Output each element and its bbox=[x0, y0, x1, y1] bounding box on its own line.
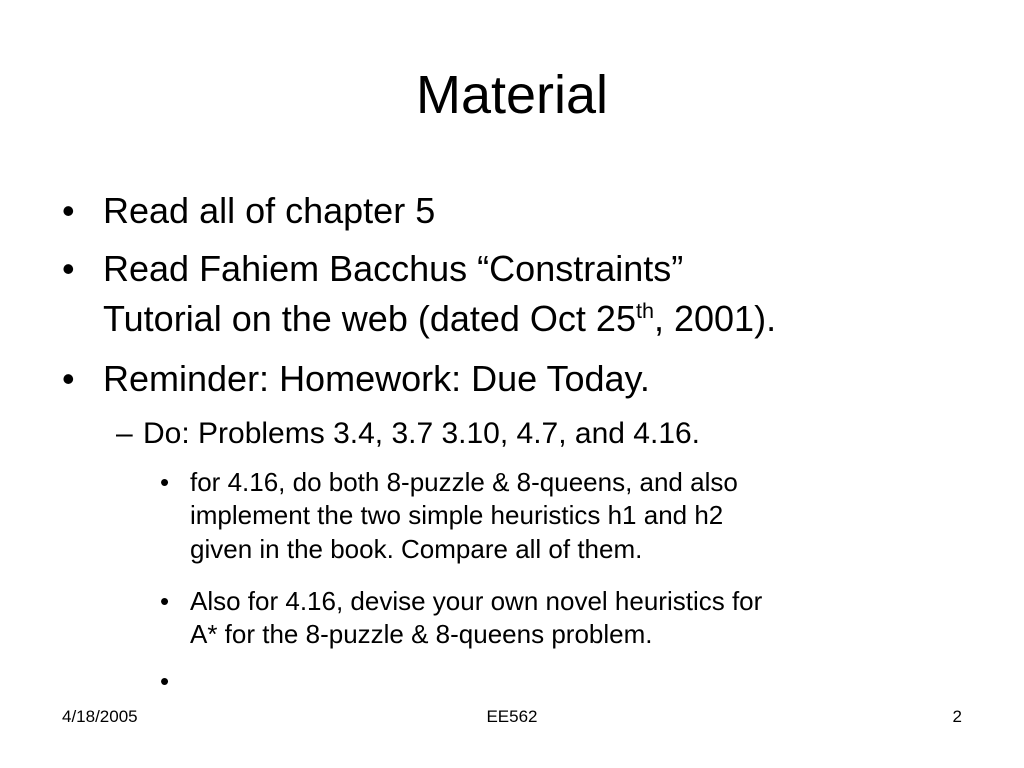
bullet-text-tail: , 2001). bbox=[653, 298, 777, 339]
sub-sub-bullet-text: for 4.16, do both 8-puzzle & 8-queens, and also bbox=[190, 467, 738, 497]
footer-course: EE562 bbox=[486, 707, 538, 726]
bullet-text: Read all of chapter 5 bbox=[103, 190, 436, 231]
footer-date: 4/18/2005 bbox=[62, 707, 138, 726]
bullet-text-main: Tutorial on the web (dated Oct 25 bbox=[103, 298, 636, 339]
sub-sub-bullet-text: given in the book. Compare all of them. bbox=[190, 534, 643, 564]
dash-marker: – bbox=[116, 417, 133, 450]
sub-sub-bullet-text: implement the two simple heuristics h1 and h2 bbox=[190, 500, 724, 530]
bullet-text bbox=[103, 298, 776, 340]
bullet-text: Read Fahiem Bacchus “Constraints” bbox=[103, 248, 684, 289]
superscript-text: th bbox=[635, 298, 654, 323]
bullet-marker: • bbox=[160, 666, 170, 696]
bullet-text: Reminder: Homework: Due Today. bbox=[103, 358, 650, 399]
footer-page-number: 2 bbox=[952, 707, 962, 726]
bullet-marker: • bbox=[160, 467, 170, 497]
bullet-marker: • bbox=[62, 248, 75, 289]
slide-title: Material bbox=[415, 65, 609, 125]
bullet-marker: • bbox=[62, 358, 75, 399]
sub-sub-bullet-text: A* for the 8-puzzle & 8-queens problem. bbox=[190, 619, 653, 649]
bullet-marker: • bbox=[160, 586, 170, 616]
sub-sub-bullet-text: Also for 4.16, devise your own novel heuristics for bbox=[190, 586, 763, 616]
bullet-marker: • bbox=[62, 190, 75, 231]
sub-bullet-text: Do: Problems 3.4, 3.7 3.10, 4.7, and 4.16. bbox=[143, 417, 701, 450]
